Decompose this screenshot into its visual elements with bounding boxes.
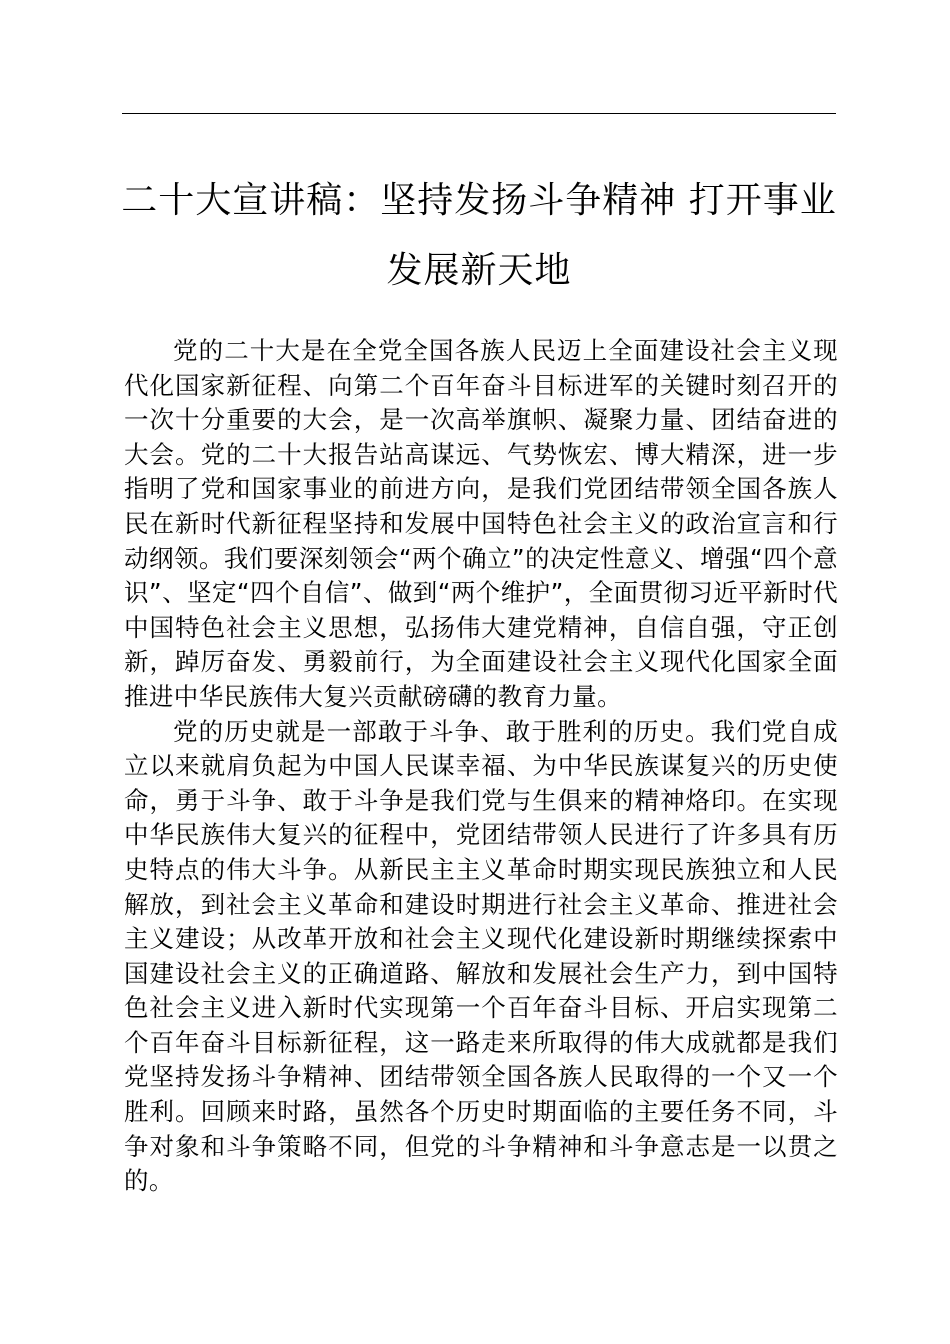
paragraph-1: 党的二十大是在全党全国各族人民迈上全面建设社会主义现代化国家新征程、向第二个百年奋斗目标进军的关键时刻召开的一次十分重要的大会，是一次高举旗帜、凝聚力量、团结奋进的大会。党的二十大报告站高谋远、气势恢宏、博大精深，进一步指明了党和国家事业的前进方向，是我们党团结带领全国各族人民在新时代新征程坚持和发展中国特色社会主义的政治宣言和行动纲领。我们要深刻领会“两个确立”的决定性意义、增强“四个意识”、坚定“四个自信”、做到“两个维护”，全面贯彻习近平新时代中国特色社会主义思想，弘扬伟大建党精神，自信自强，守正创新，踔厉奋发、勇毅前行，为全面建设社会主义现代化国家全面推进中华民族伟大复兴贡献磅礴的教育力量。 [124,336,838,711]
document-title: 二十大宣讲稿：坚持发扬斗争精神 打开事业发展新天地 [121,180,837,291]
document-body [124,334,838,1199]
paragraph-2: 党的历史就是一部敢于斗争、敢于胜利的历史。我们党自成立以来就肩负起为中国人民谋幸福、为中华民族谋复兴的历史使命，勇于斗争、敢于斗争是我们党与生俱来的精神烙印。在实现中华民族伟大复兴的征程中，党团结带领人民进行了许多具有历史特点的伟大斗争。从新民主主义革命时期实现民族独立和人民解放，到社会主义革命和建设时期进行社会主义革命、推进社会主义建设；从改革开放和社会主义现代化建设新时期继续探索中国建设社会主义的正确道路、解放和发展社会生产力，到中国特色社会主义进入新时代实现第一个百年奋斗目标、开启实现第二个百年奋斗目标新征程，这一路走来所取得的伟大成就都是我们党坚持发扬斗争精神、团结带领全国各族人民取得的一个又一个胜利。回顾来时路，虽然各个历史时期面临的主要任务不同，斗争对象和斗争策略不同，但党的斗争精神和斗争意志是一以贯之的。 [124,716,838,1196]
header-rule [122,113,836,114]
